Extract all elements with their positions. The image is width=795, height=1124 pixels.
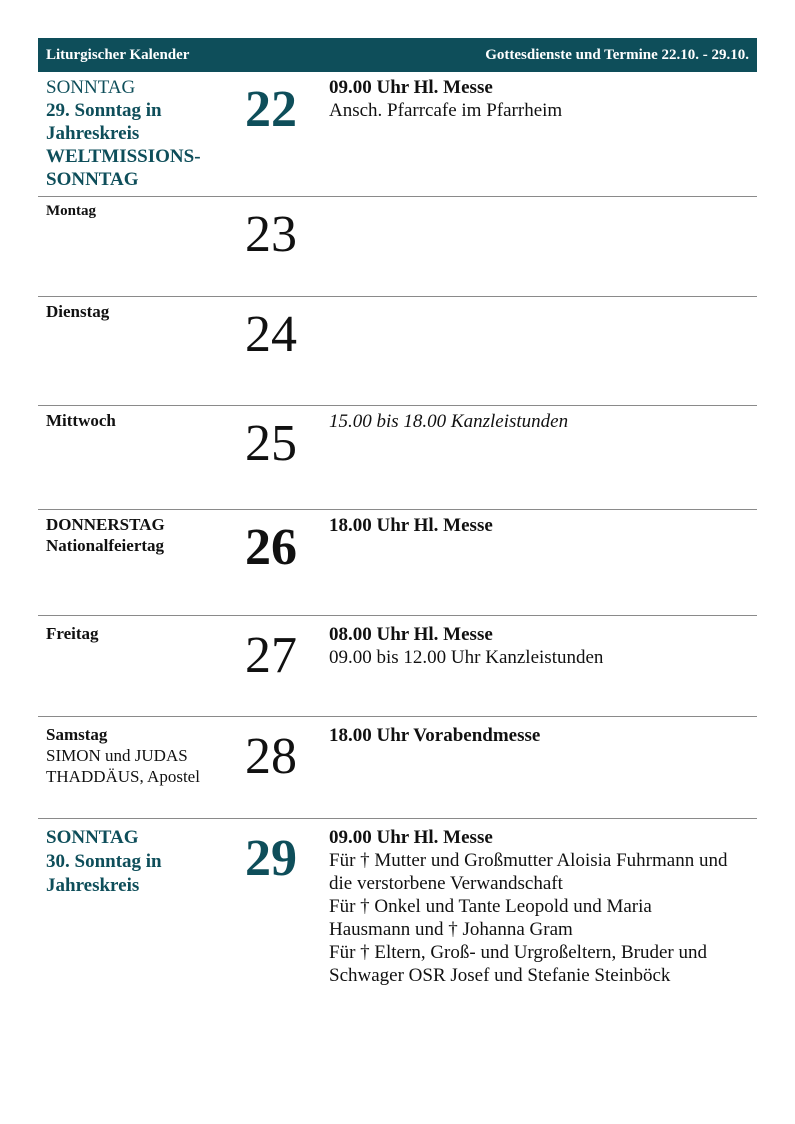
events xyxy=(329,623,749,669)
header-title: Liturgischer Kalender xyxy=(46,46,190,63)
events xyxy=(329,826,734,987)
day-number: 25 xyxy=(245,415,297,472)
day-label xyxy=(46,76,226,191)
day-number: 27 xyxy=(245,627,297,684)
day-row-23 xyxy=(38,197,757,297)
day-number: 23 xyxy=(245,206,297,263)
day-row-26 xyxy=(38,510,757,616)
day-number: 29 xyxy=(245,830,297,887)
day-name: DONNERSTAG xyxy=(46,515,165,534)
event-item: Ansch. Pfarrcafe im Pfarrheim xyxy=(329,100,563,121)
event-item: 18.00 Uhr Vorabendmesse xyxy=(329,725,541,746)
event-item: 15.00 bis 18.00 Kanzleistunden xyxy=(329,411,569,432)
events xyxy=(329,724,749,747)
day-row-27 xyxy=(38,616,757,717)
day-name: SONNTAG xyxy=(46,827,139,848)
header-date-range: Gottesdienste und Termine 22.10. - 29.10. xyxy=(485,46,749,63)
event-item: 18.00 Uhr Hl. Messe xyxy=(329,515,493,536)
event-item: 09.00 Uhr Hl. Messe xyxy=(329,827,493,848)
events xyxy=(329,514,749,537)
day-label xyxy=(46,514,226,556)
day-row-28 xyxy=(38,717,757,819)
feast-name: 29. Sonntag in Jahreskreis xyxy=(46,100,162,144)
day-label xyxy=(46,724,211,787)
day-row-29 xyxy=(38,819,757,999)
calendar-rows xyxy=(38,72,757,999)
day-number: 26 xyxy=(245,519,297,576)
day-number: 24 xyxy=(245,306,297,363)
day-label xyxy=(46,826,226,898)
events xyxy=(329,410,749,433)
day-name: Freitag xyxy=(46,624,99,643)
feast-note: WELTMISSIONS-SONNTAG xyxy=(46,146,201,190)
day-row-25 xyxy=(38,406,757,510)
day-row-24 xyxy=(38,297,757,406)
day-name: Dienstag xyxy=(46,302,110,321)
calendar-header xyxy=(38,38,757,72)
day-number: 22 xyxy=(245,81,297,138)
feast-name: Nationalfeiertag xyxy=(46,536,165,555)
feast-name: SIMON und JUDAS THADDÄUS, Apostel xyxy=(46,746,200,786)
day-name: Montag xyxy=(46,203,96,219)
day-row-22 xyxy=(38,72,757,197)
event-item: Für † Mutter und Großmutter Aloisia Fuhrmann und die verstorbene Verwandschaft xyxy=(329,850,728,894)
day-name: Samstag xyxy=(46,725,108,744)
event-item: Für † Onkel und Tante Leopold und Maria Hausmann und † Johanna Gram xyxy=(329,896,652,940)
events xyxy=(329,76,749,122)
day-number: 28 xyxy=(245,728,297,785)
event-item: 09.00 bis 12.00 Uhr Kanzleistunden xyxy=(329,647,604,668)
day-name: Mittwoch xyxy=(46,411,116,430)
event-item: Für † Eltern, Groß- und Urgroßeltern, Bruder und Schwager OSR Josef und Stefanie Steinböck xyxy=(329,942,707,986)
event-item: 08.00 Uhr Hl. Messe xyxy=(329,624,493,645)
day-name: SONNTAG xyxy=(46,77,136,98)
feast-name: 30. Sonntag in Jahreskreis xyxy=(46,851,162,896)
event-item: 09.00 Uhr Hl. Messe xyxy=(329,77,493,98)
